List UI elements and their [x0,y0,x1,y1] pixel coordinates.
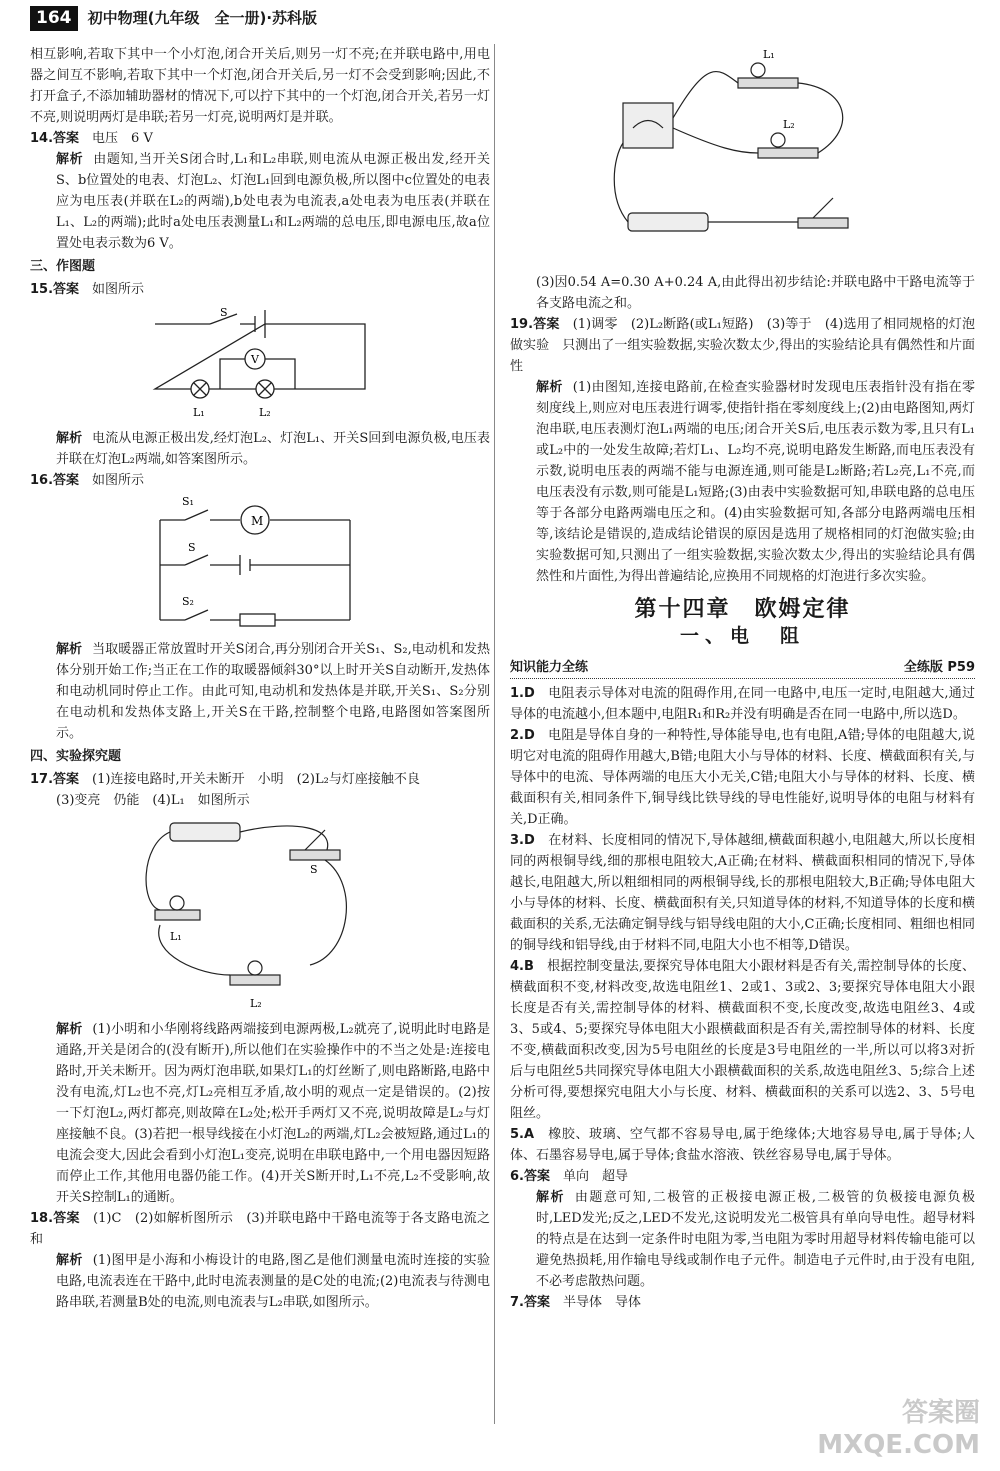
analysis-tag: 解析 [56,152,84,167]
q17-number: 17.答案 [30,772,80,787]
label-s1: S₁ [182,495,194,508]
page-header [30,6,980,34]
q18-continued: (3)因0.54 A=0.30 A+0.24 A,由此得出初步结论:并联电路中干路电流等于各支路电流之和。 [536,275,975,311]
practice-bar [510,657,975,679]
analysis-tag: 解析 [56,431,83,446]
a4-text: 根据控制变量法,要探究导体电阻大小跟材料是否有关,需控制导体的长度、横截面积不变,材料改变,故选电阻丝1、2或1、3或2、3;要探究导体电阻大小跟长度是否有关,需控制导体的材料、横截面积不变,长度改变,故选电阻丝3、4或3、5或4、5;要探究导体电阻大小跟横截面积是否有关,需控制导体的材料、长度不变,横截面积改变,因为5号电阻丝的长度是3号电阻丝的一半,所以可以将3对折后与电阻丝5共同探究导体电阻大小跟横截面积的关系,故选电阻丝3、5;综合上述分析可得,要想探究电阻大小与长度、材料、横截面积的关系可以选2、3、5号电阻丝。 [510,959,975,1121]
q17-explanation: (1)小明和小华刚将线路两端接到电源两极,L₂就亮了,说明此时电路是通路,开关是闭合的(没有断开),所以他们在实验操作中的不当之处是:连接电路时,开关未断开。因为两灯泡串联,如果灯L₁的灯丝断了,则电路断路,电路中没有电流,灯L₂也不亮,灯L₂亮相互矛盾,故小明的观点一定是错误的。(2)按一下灯泡L₂,两灯都亮,则故障在L₂处;松开手两灯又不亮,说明故障是L₂与灯座接触不良。(3)若把一根导线接在小灯泡L₂的两端,灯L₂会被短路,通过L₁的电流会变大,因此会看到小灯泡L₁变亮,说明在串联电路中,一个用电器因短路而停止工作,其他用电器仍能工作。(4)开关S断开时,L₁不亮,L₂不受影响,故开关S控制L₁的通断。 [56,1022,490,1205]
q17-answer-2: (3)变亮 仍能 (4)L₁ 如图所示 [56,793,250,808]
watermark-line1: 答案圈 [901,1398,980,1428]
q16-number: 16.答案 [30,473,80,488]
left-column [30,44,490,1313]
q15-answer: 如图所示 [92,282,145,297]
a6-answer: 单向 超导 [563,1169,629,1184]
a4-number: 4.B [510,959,534,974]
analysis-tag: 解析 [56,1022,83,1037]
section-title: 三、作图题 [30,259,96,274]
practice-label: 知识能力全练 [510,660,589,675]
book-title: 初中物理(九年级 全一册)·苏科版 [87,9,318,27]
q14-number: 14.答案 [30,131,80,146]
a1-number: 1.D [510,686,535,701]
q14-answer: 电压 6 V [92,131,153,146]
label-v: V [251,353,259,366]
circuit-photo-q17 [140,815,380,1015]
q19-answer: (1)调零 (2)L₂断路(或L₁短路) (3)等于 (4)选用了相同规格的灯泡做实验 只测出了一组实验数据,实验次数太少,得出的实验结论具有偶然性和片面性 [510,317,975,374]
a2-text: 电阻是导体自身的一种特性,导体能导电,也有电阻,A错;导体的电阻越大,说明它对电流的阻碍作用越大,B错;电阻大小与导体的材料、长度、横截面积有关,与导体中的电流、导体两端的电压大小无关,C错;电阻大小与导体的材料、长度、横截面积有关,相同条件下,铜导线比铁导线的导电性能好,说明导体的电阻与材料有关,D正确。 [510,728,975,827]
q15-explanation: 电流从电源正极出发,经灯泡L₂、灯泡L₁、开关S回到电源负极,电压表并联在灯泡L₂两端,如答案图所示。 [56,431,490,467]
a7-number: 7.答案 [510,1295,550,1310]
q16-explanation: 当取暖器正常放置时开关S闭合,再分别闭合开关S₁、S₂,电动机和发热体分别开始工作;当正在工作的取暖器倾斜30°以上时开关S自动断开,发热体和电动机同时停止工作。由此可知,电动机和发热体是并联,开关S₁、S₂分别在电动机和发热体支路上,开关S在干路,控制整个电路,电路图如答案图所示。 [56,642,490,741]
column-divider [494,44,495,1424]
q16-answer: 如图所示 [92,473,145,488]
a6-number: 6.答案 [510,1169,550,1184]
watermark-line2: MXQE.COM [817,1430,980,1460]
q19-explanation: (1)由图知,连接电路前,在检查实验器材时发现电压表指针没有指在零刻度线上,则应对电压表进行调零,使指针指在零刻度线上;(2)由电路图知,两灯泡串联,电压表测灯泡L₁两端的电压;闭合开关S后,电压表示数为零,且只有L₁或L₂中的一处发生故障;若灯L₁、L₂均不亮,说明电路发生断路,而电压表没有示数,说明电压表的两端不能与电源连通,则可能是L₂断路;若L₂亮,L₁不亮,而电压表没有示数,则可能是L₁短路;(3)由表中实验数据可知,串联电路的总电压等于各部分电路两端电压之和。(4)由实验数据可知,各部分电路两端电压相等,该结论是错误的,造成结论错误的原因是选用了规格相同的灯泡做实验;由实验数据可知,只测出了一组实验数据,实验次数太少,得出的实验结论具有偶然性和片面性,为得出普遍结论,应换用不同规格的灯泡进行多次实验。 [536,380,975,584]
label-l1: L₁ [170,930,182,943]
analysis-tag: 解析 [536,1190,565,1205]
a5-text: 橡胶、玻璃、空气都不容易导电,属于绝缘体;大地容易导电,属于导体;人体、石墨容易导电,属于导体;食盐水溶液、铁丝容易导电,属于导体。 [510,1127,975,1163]
circuit-diagram-q15 [145,304,375,424]
analysis-tag: 解析 [56,1253,83,1268]
q18-answer: (1)C (2)如解析图所示 (3)并联电路中干路电流等于各支路电流之和 [30,1211,490,1247]
watermark [817,1397,980,1461]
analysis-tag: 解析 [56,642,83,657]
analysis-tag: 解析 [536,380,563,395]
a3-text: 在材料、长度相同的情况下,导体越细,横截面积越小,电阻越大,所以长度相同的两根铜导线,细的那根电阻较大,A正确;在材料、横截面积相同的情况下,导体越长,电阻越大,所以粗细相同的两根铜导线,长的那根电阻较大,B正确;导体电阻大小与导体的材料、长度、横截面积有关,只知道导体的材料,不知道导体的长度和横截面积的关系,无法确定铜导线与铝导线电阻的大小,C正确;长度相同、粗细也相同的铜导线和铝导线,由于材料不同,电阻大小也不相等,D错误。 [510,833,975,953]
a2-number: 2.D [510,728,535,743]
q18-number: 18.答案 [30,1211,80,1226]
label-l2: L₂ [259,406,271,419]
label-l1: L₁ [762,48,775,61]
label-l2: L₂ [250,997,262,1010]
label-l2: L₂ [782,118,795,131]
right-column [510,44,975,1313]
label-s: S [220,306,228,319]
practice-ref: 全练版 P59 [903,660,975,675]
a3-number: 3.D [510,833,535,848]
chapter-title: 第十四章 欧姆定律 [634,597,851,622]
a1-text: 电阻表示导体对电流的阻碍作用,在同一电路中,电压一定时,电阻越大,通过导体的电流越小,但本题中,电阻R₁和R₂并没有明确是否在同一电路中,所以选D。 [510,686,975,722]
label-s2: S₂ [182,595,194,608]
label-m: M [251,514,264,528]
q17-answer: (1)连接电路时,开关未断开 小明 (2)L₂与灯座接触不良 [92,772,420,787]
page-number: 164 [30,6,78,31]
section-heading: 一、电 阻 [679,625,805,647]
a7-answer: 半导体 导体 [563,1295,642,1310]
a5-number: 5.A [510,1127,535,1142]
section-title: 四、实验探究题 [30,749,122,764]
paragraph: 相互影响,若取下其中一个小灯泡,闭合开关后,则另一灯不亮;在并联电路中,用电器之间互不影响,若取下其中一个灯泡,闭合开关后,另一灯不会受到影响;因此,不打开盒子,不添加辅助器材的情况下,可以拧下其中的一个灯泡,闭合开关,若另一灯不亮,则说明两灯是串联;若另一灯亮,说明两灯是并联。 [30,47,490,125]
q19-number: 19.答案 [510,317,560,332]
a6-explanation: 由题意可知,二极管的正极接电源正极,二极管的负极接电源负极时,LED发光;反之,LED不发光,这说明发光二极管具有单向导电性。超导材料的特点是在达到一定条件时电阻为零,当电阻为零时用超导材料传输电能可以避免热损耗,用作输电导线或制作电子元件。制造电子元件时,由于没有电阻,不必考虑散热问题。 [536,1190,975,1289]
q18-explanation: (1)图甲是小海和小梅设计的电路,图乙是他们测量电流时连接的实验电路,电流表连在干路中,此时电流表测量的是C处的电流;(2)电流表与待测电路串联,若测量B处的电流,则电流表与L₂串联,如图所示。 [56,1253,490,1310]
q15-number: 15.答案 [30,282,80,297]
label-l1: L₁ [193,406,205,419]
label-s: S [188,541,196,554]
q14-explanation: 由题知,当开关S闭合时,L₁和L₂串联,则电流从电源正极出发,经开关S、b位置处的电表、灯泡L₂、灯泡L₁回到电源负极,所以图中c位置处的电表应为电压表(并联在L₂的两端),b处电表为电流表,a处电表为电压表(并联在L₁、L₂的两端);此时a处电压表测量L₁和L₂两端的总电压,即电源电压,故a位置处电表示数为6 V。 [56,152,490,251]
label-s: S [310,863,318,876]
circuit-diagram-q16 [150,495,370,635]
circuit-photo-q18 [608,48,878,268]
